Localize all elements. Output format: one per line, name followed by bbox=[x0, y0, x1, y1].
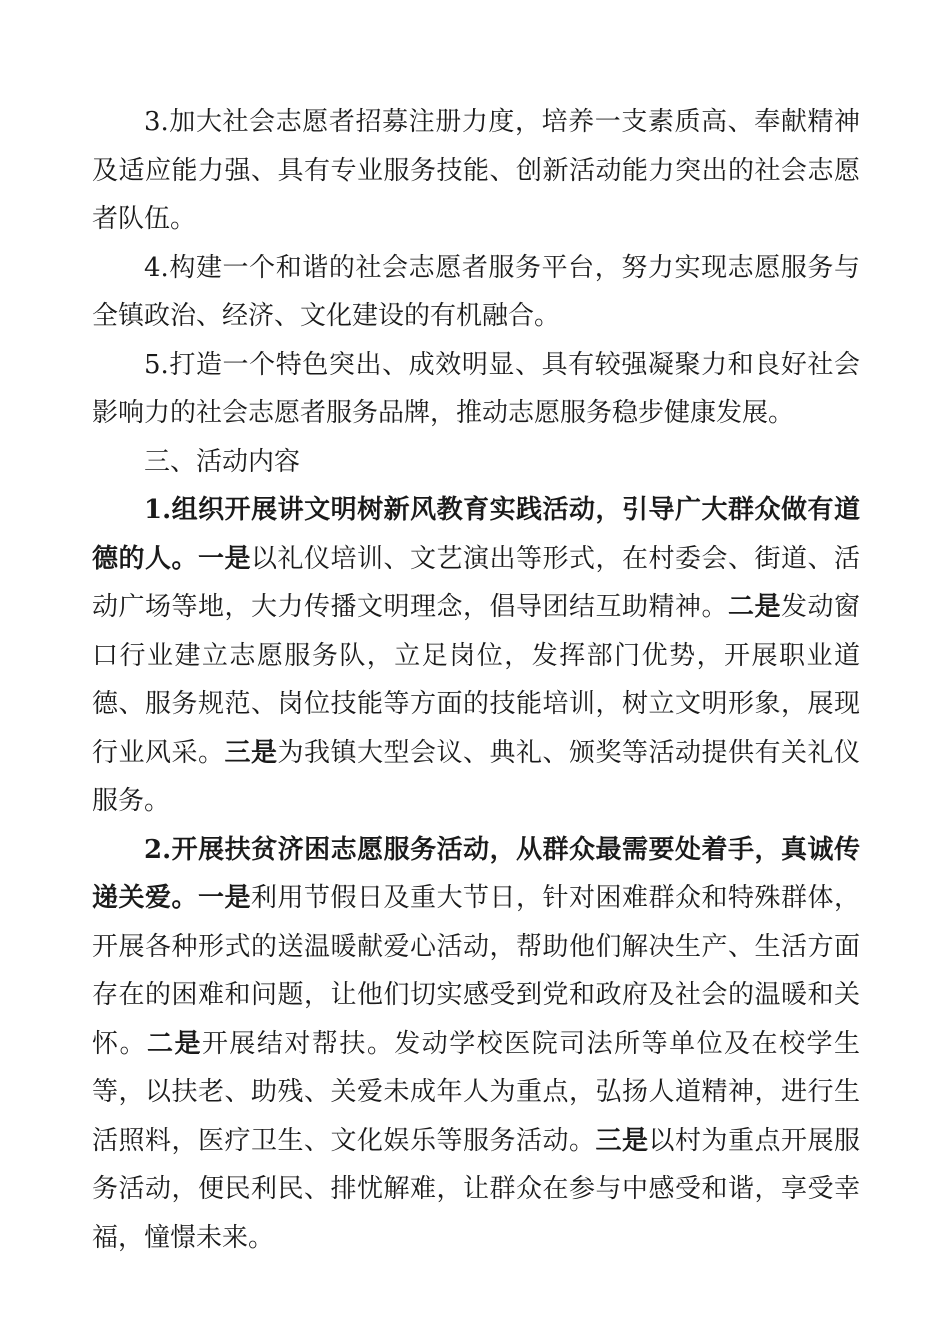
point-marker-second: 二是 bbox=[727, 592, 781, 622]
point-text: 利用节假日及重大节日，针对困难群众和特殊群体，开展各种形式的送温暖献爱心活动，帮助他们解决生产、生活方面存在的困难和问题，让他们切实感受到党和政府及社会的温暖和关怀。 bbox=[92, 883, 860, 1059]
point-marker-second: 二是 bbox=[146, 1028, 202, 1059]
point-marker-first: 一是 bbox=[198, 543, 251, 574]
paragraph-text: 4.构建一个和谐的社会志愿者服务平台，努力实现志愿服务与全镇政治、经济、文化建设的有机融合。 bbox=[92, 252, 860, 331]
section-heading-text: 三、活动内容 bbox=[144, 446, 301, 477]
activity-title: 1.组织开展讲文明树新风教育实践活动，引导广大群众做有道德的人。 bbox=[92, 495, 860, 574]
point-marker-first: 一是 bbox=[198, 883, 251, 913]
point-text: 开展结对帮扶。发动学校医院司法所等单位及在校学生等，以扶老、助残、关爱未成年人为重点，弘扬人道精神，进行生活照料，医疗卫生、文化娱乐等服务活动。 bbox=[92, 1028, 860, 1156]
paragraph-goal-5 bbox=[92, 341, 860, 438]
section-heading-activities bbox=[92, 438, 860, 487]
paragraph-text: 3.加大社会志愿者招募注册力度，培养一支素质高、奉献精神及适应能力强、具有专业服务技能、创新活动能力突出的社会志愿者队伍。 bbox=[92, 107, 860, 234]
paragraph-goal-4 bbox=[92, 244, 860, 341]
point-text: 以礼仪培训、文艺演出等形式，在村委会、街道、活动广场等地，大力传播文明理念，倡导团结互助精神。 bbox=[92, 543, 860, 622]
paragraph-text: 5.打造一个特色突出、成效明显、具有较强凝聚力和良好社会影响力的社会志愿者服务品牌，推动志愿服务稳步健康发展。 bbox=[92, 349, 860, 428]
paragraph-goal-3 bbox=[92, 98, 860, 244]
point-marker-third: 三是 bbox=[595, 1125, 649, 1156]
point-text: 发动窗口行业建立志愿服务队，立足岗位，发挥部门优势，开展职业道德、服务规范、岗位技能等方面的技能培训，树立文明形象，展现行业风采。 bbox=[92, 592, 860, 768]
activity-title: 2.开展扶贫济困志愿服务活动，从群众最需要处着手，真诚传递关爱。 bbox=[92, 834, 860, 913]
point-text: 为我镇大型会议、典礼、颁奖等活动提供有关礼仪服务。 bbox=[92, 737, 860, 816]
point-text: 以村为重点开展服务活动，便民利民、排忧解难，让群众在参与中感受和谐，享受幸福，憧憬未来。 bbox=[92, 1125, 860, 1253]
point-marker-third: 三是 bbox=[224, 737, 278, 768]
document-body bbox=[92, 98, 860, 1262]
paragraph-activity-1 bbox=[92, 486, 860, 826]
paragraph-activity-2 bbox=[92, 826, 860, 1263]
